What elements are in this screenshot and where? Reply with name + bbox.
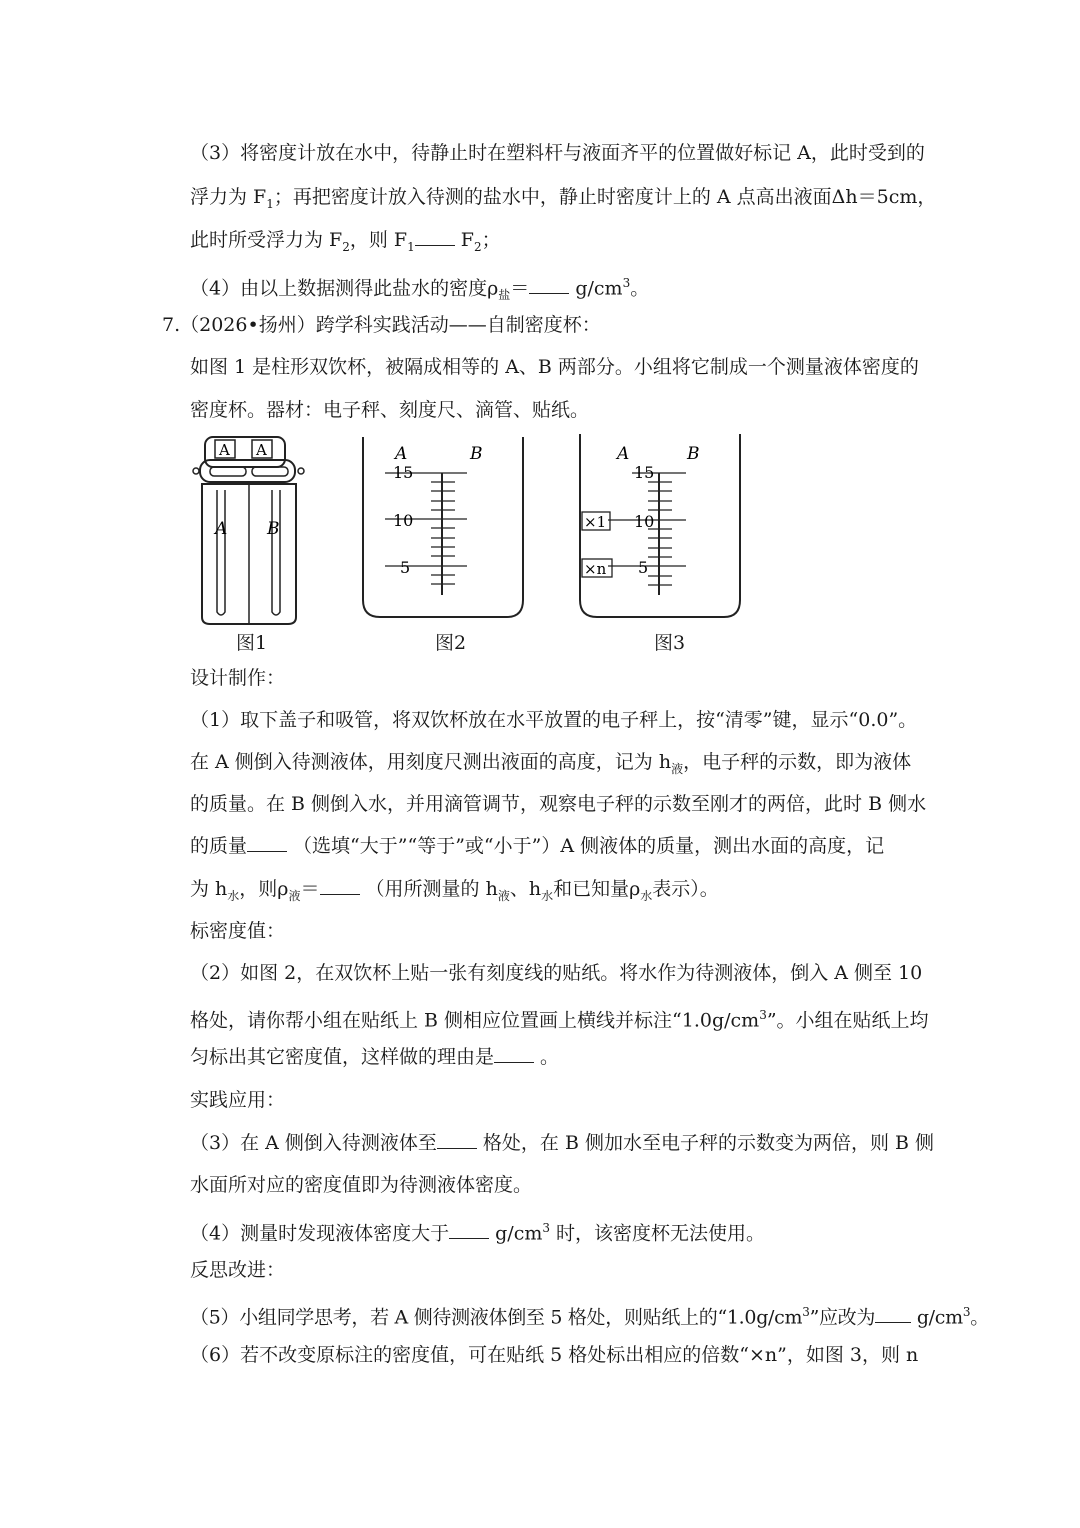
q6-part4: （4）由以上数据测得此盐水的密度$\rho_盐= g/cm^3$。 [190,276,650,303]
svg-text:A: A [617,444,630,464]
section-calibrate: 标密度值： [190,920,286,942]
svg-text:B: B [687,444,700,464]
section-application: 实践应用： [190,1089,286,1111]
q6-part3-line3: 此时所受浮力为 $F_2$，则 $F_1$ $F_2$； [190,229,501,254]
answer-blank[interactable] [875,1304,911,1323]
svg-text:15: 15 [393,463,414,482]
q7-part5: （5）小组同学思考，若 A 侧待测液体倒至 5 格处，则贴纸上的“$1.0g/cm^3$”应改为 $g/cm^3$。 [190,1305,989,1329]
svg-text:15: 15 [634,463,655,482]
answer-blank[interactable] [437,1130,477,1149]
svg-text:A: A [395,444,408,464]
svg-text:A: A [256,441,267,459]
answer-blank[interactable] [529,275,569,294]
svg-text:5: 5 [400,558,411,577]
figure-3-caption: 图3 [654,632,686,654]
q7-part1-line3: 的质量。在 B 侧倒入水，并用滴管调节，观察电子秤的示数至刚才的两倍，此时 B 侧水 [190,793,927,815]
svg-text:×1: ×1 [584,513,607,531]
answer-blank[interactable] [247,833,287,852]
q7-part3-line2: 水面所对应的密度值即为待测液体密度。 [190,1174,533,1196]
q7-part4: （4）测量时发现液体密度大于 $g/cm^3$ 时，该密度杯无法使用。 [190,1221,766,1245]
figure-1-double-cup [190,432,315,632]
figure-2-caption: 图2 [435,632,467,654]
answer-blank[interactable] [320,876,360,895]
answer-blank[interactable] [494,1044,534,1063]
q6-part3-line2: 浮力为 $F_1$；再把密度计放入待测的盐水中，静止时密度计上的 A 点高出液面Δh＝5cm， [190,186,937,211]
section-reflection: 反思改进： [190,1259,286,1281]
svg-text:5: 5 [638,558,649,577]
q7-part2-line2: 格处，请你帮小组在贴纸上 B 侧相应位置画上横线并标注“$1.0g/cm^3$”。小组在贴纸上均 [190,1008,929,1032]
section-design: 设计制作： [190,667,286,689]
q7-intro-line1: 如图 1 是柱形双饮杯，被隔成相等的 A、B 两部分。小组将它制成一个测量液体密度的 [190,356,919,378]
answer-blank[interactable] [449,1220,489,1239]
figure-1-caption: 图1 [236,632,268,654]
q7-part6: （6）若不改变原标注的密度值，可在贴纸 5 格处标出相应的倍数“×n”，如图 3，则 n [190,1344,919,1366]
q7-part2-line1: （2）如图 2，在双饮杯上贴一张有刻度线的贴纸。将水作为待测液体，倒入 A 侧至 10 [190,962,923,984]
answer-blank[interactable] [415,227,455,246]
q7-part2-line3: 匀标出其它密度值，这样做的理由是 。 [190,1046,560,1068]
svg-text:10: 10 [393,511,414,530]
svg-text:A: A [219,441,230,459]
q7-part3-line1: （3）在 A 侧倒入待测液体至 格处，在 B 侧加水至电子秤的示数变为两倍，则 B 侧 [190,1132,935,1154]
q7-part1-line2: 在 A 侧倒入待测液体，用刻度尺测出液面的高度，记为 $h_液$，电子秤的示数，即为液体 [190,751,912,776]
svg-text:10: 10 [634,512,655,531]
q6-part3-line1: （3）将密度计放在水中，待静止时在塑料杆与液面齐平的位置做好标记 A，此时受到的 [190,142,925,164]
q7-part1-line5: 为 $h_水$，则$\rho_液=$ （用所测量的 $h_液$、$h_水$和已知量$\rho_水$表示）。 [190,878,719,903]
q7-part1-line4: 的质量 （选填“大于”“等于”或“小于”）A 侧液体的质量，测出水面的高度，记 [190,835,885,857]
q7-title: 7.（2026•扬州）跨学科实践活动——自制密度杯： [162,314,601,336]
q7-intro-line2: 密度杯。器材：电子秤、刻度尺、滴管、贴纸。 [190,399,590,421]
svg-text:B: B [267,519,280,539]
svg-text:A: A [215,519,228,539]
svg-text:B: B [470,444,483,464]
svg-text:×n: ×n [584,560,607,578]
figure-2-scale-sticker [355,435,535,625]
q7-part1-line1: （1）取下盖子和吸管，将双饮杯放在水平放置的电子秤上，按“清零”键，显示“0.0”。 [190,709,918,731]
figure-3-scale-sticker [572,432,752,625]
